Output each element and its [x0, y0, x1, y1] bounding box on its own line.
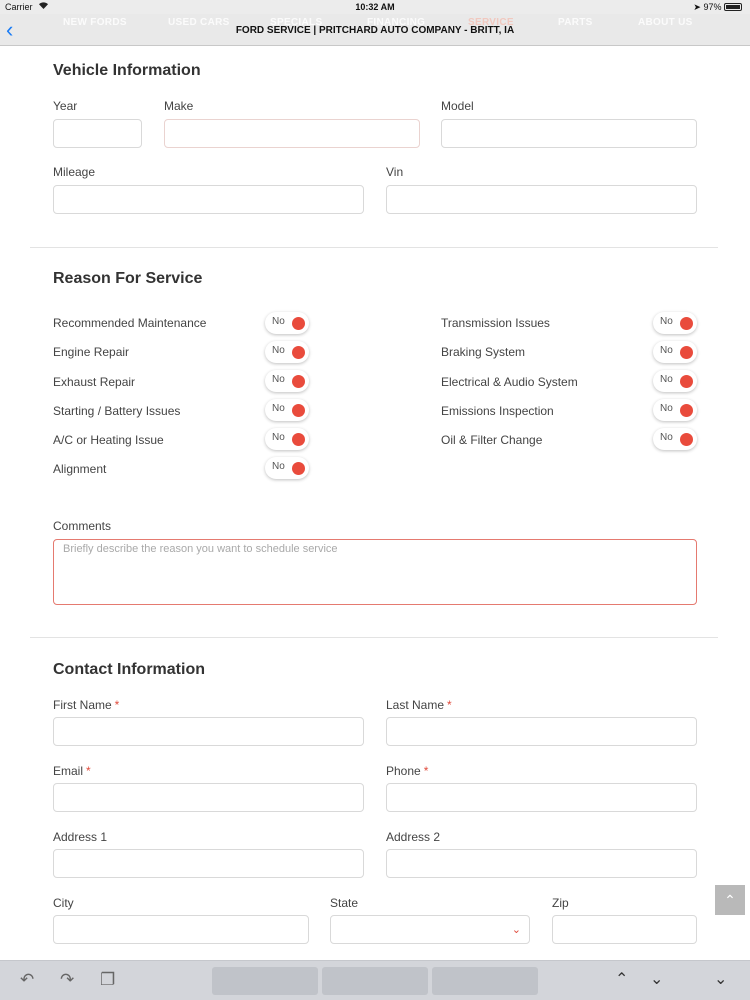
toggle-knob: [292, 346, 305, 359]
battery-icon: [724, 3, 742, 11]
required-mark: *: [447, 698, 452, 712]
contact-section-title: Contact Information: [53, 661, 205, 678]
status-time: 10:32 AM: [355, 2, 395, 12]
model-label: Model: [441, 99, 474, 113]
status-bar: [0, 0, 750, 14]
browser-nav-bar: [0, 14, 750, 46]
first-name-label: [53, 698, 119, 712]
toggle-electrical-audio[interactable]: [653, 370, 697, 392]
previous-field-icon[interactable]: ⌃: [615, 971, 629, 988]
suggestion-slot[interactable]: [212, 967, 318, 995]
toggle-transmission[interactable]: [653, 312, 697, 334]
phone-label-text: Phone: [386, 764, 421, 778]
chevron-left-icon[interactable]: ‹: [6, 17, 14, 42]
toggle-knob: [680, 433, 693, 446]
reason-label-emissions: Emissions Inspection: [441, 404, 554, 418]
reason-label-ac-heating: A/C or Heating Issue: [53, 433, 164, 447]
next-field-icon[interactable]: ⌄: [650, 971, 664, 988]
menu-item-about-us[interactable]: ABOUT US: [638, 17, 693, 28]
menu-item-specials[interactable]: SPECIALS: [270, 17, 323, 28]
menu-item-parts[interactable]: PARTS: [558, 17, 593, 28]
required-mark: *: [86, 764, 91, 778]
make-input[interactable]: [164, 119, 420, 148]
reason-label-alignment: Alignment: [53, 462, 107, 476]
menu-item-used-cars[interactable]: USED CARS: [168, 17, 230, 28]
toggle-knob: [292, 317, 305, 330]
toggle-label: No: [272, 432, 285, 443]
location-icon: ➤: [693, 2, 701, 12]
address1-input[interactable]: [53, 849, 364, 878]
toggle-label: No: [660, 432, 673, 443]
toggle-label: No: [660, 316, 673, 327]
toggle-starting-battery[interactable]: [265, 399, 309, 421]
required-mark: *: [423, 764, 429, 778]
city-input[interactable]: [53, 915, 309, 944]
toggle-recommended-maintenance[interactable]: [265, 312, 309, 334]
reason-label-starting-battery: Starting / Battery Issues: [53, 404, 181, 418]
city-label: City: [53, 896, 74, 910]
toggle-knob: [292, 462, 305, 475]
toggle-ac-heating[interactable]: [265, 428, 309, 450]
dismiss-keyboard-icon[interactable]: ⌄: [714, 971, 728, 988]
model-input[interactable]: [441, 119, 697, 148]
toggle-knob: [680, 317, 693, 330]
state-label: State: [330, 896, 359, 910]
vin-input[interactable]: [386, 185, 697, 214]
toggle-alignment[interactable]: [265, 457, 309, 479]
comments-placeholder: Briefly describe the reason you want to schedule service: [63, 543, 338, 555]
status-right: [693, 2, 742, 13]
toggle-label: No: [660, 345, 673, 356]
toggle-knob: [680, 375, 693, 388]
toggle-label: No: [272, 345, 285, 356]
address2-label: Address 2: [386, 830, 441, 844]
toggle-label: No: [272, 461, 285, 472]
toggle-knob: [292, 404, 305, 417]
reason-label-oil-filter: Oil & Filter Change: [441, 433, 543, 447]
suggestion-slot[interactable]: [432, 967, 538, 995]
section-divider: [30, 637, 718, 638]
email-label-text: Email: [53, 764, 84, 778]
section-divider: [30, 247, 718, 248]
paste-icon[interactable]: ❐: [100, 970, 116, 989]
menu-item-new-fords[interactable]: NEW FORDS: [63, 17, 127, 28]
email-input[interactable]: [53, 783, 364, 812]
toggle-label: No: [660, 403, 673, 414]
year-input[interactable]: [53, 119, 142, 148]
email-label: [53, 764, 91, 778]
address2-input[interactable]: [386, 849, 697, 878]
last-name-label-text: Last Name: [386, 698, 445, 712]
reason-section-title: Reason For Service: [53, 270, 203, 287]
mileage-input[interactable]: [53, 185, 364, 214]
phone-label: [386, 764, 428, 778]
mileage-label: Mileage: [53, 165, 96, 179]
address1-label: Address 1: [53, 830, 108, 844]
chevron-down-icon: ⌄: [511, 924, 521, 936]
toggle-braking[interactable]: [653, 341, 697, 363]
keyboard-accessory-bar: [0, 960, 750, 1000]
battery-percent: 97%: [703, 2, 722, 12]
comments-textarea[interactable]: [53, 539, 697, 605]
year-label: Year: [53, 99, 78, 113]
last-name-input[interactable]: [386, 717, 697, 746]
reason-label-engine-repair: Engine Repair: [53, 345, 130, 359]
menu-item-financing[interactable]: FINANCING: [367, 17, 426, 28]
undo-icon[interactable]: ↶: [20, 970, 35, 989]
suggestion-slot[interactable]: [322, 967, 428, 995]
comments-label: Comments: [53, 519, 112, 533]
toggle-label: No: [272, 374, 285, 385]
reason-label-braking: Braking System: [441, 345, 526, 359]
toggle-knob: [292, 433, 305, 446]
toggle-exhaust-repair[interactable]: [265, 370, 309, 392]
reason-label-recommended-maintenance: Recommended Maintenance: [53, 316, 207, 330]
scroll-to-top-button[interactable]: [715, 885, 745, 915]
phone-input[interactable]: [386, 783, 697, 812]
vin-label: Vin: [386, 165, 404, 179]
required-mark: *: [114, 698, 120, 712]
carrier-label: Carrier: [5, 2, 33, 12]
first-name-label-text: First Name: [53, 698, 112, 712]
toggle-label: No: [272, 403, 285, 414]
chevron-up-icon: ⌃: [724, 892, 736, 908]
toggle-knob: [680, 346, 693, 359]
make-label: Make: [164, 99, 194, 113]
toggle-knob: [292, 375, 305, 388]
last-name-label: [386, 698, 452, 712]
zip-label: Zip: [552, 896, 569, 910]
vehicle-section-title: Vehicle Information: [53, 62, 201, 79]
toggle-engine-repair[interactable]: [265, 341, 309, 363]
first-name-input[interactable]: [53, 717, 364, 746]
toggle-knob: [680, 404, 693, 417]
toggle-emissions[interactable]: [653, 399, 697, 421]
toggle-label: No: [272, 316, 285, 327]
reason-label-exhaust-repair: Exhaust Repair: [53, 375, 136, 389]
page-title: FORD SERVICE | PRITCHARD AUTO COMPANY - BRITT, IA: [235, 25, 515, 36]
zip-input[interactable]: [552, 915, 697, 944]
state-select[interactable]: [330, 915, 530, 944]
reason-label-transmission: Transmission Issues: [441, 316, 550, 330]
redo-icon[interactable]: ↷: [60, 970, 75, 989]
toggle-oil-filter[interactable]: [653, 428, 697, 450]
menu-item-service[interactable]: SERVICE: [468, 17, 514, 28]
toggle-label: No: [660, 374, 673, 385]
reason-label-electrical-audio: Electrical & Audio System: [441, 375, 578, 389]
